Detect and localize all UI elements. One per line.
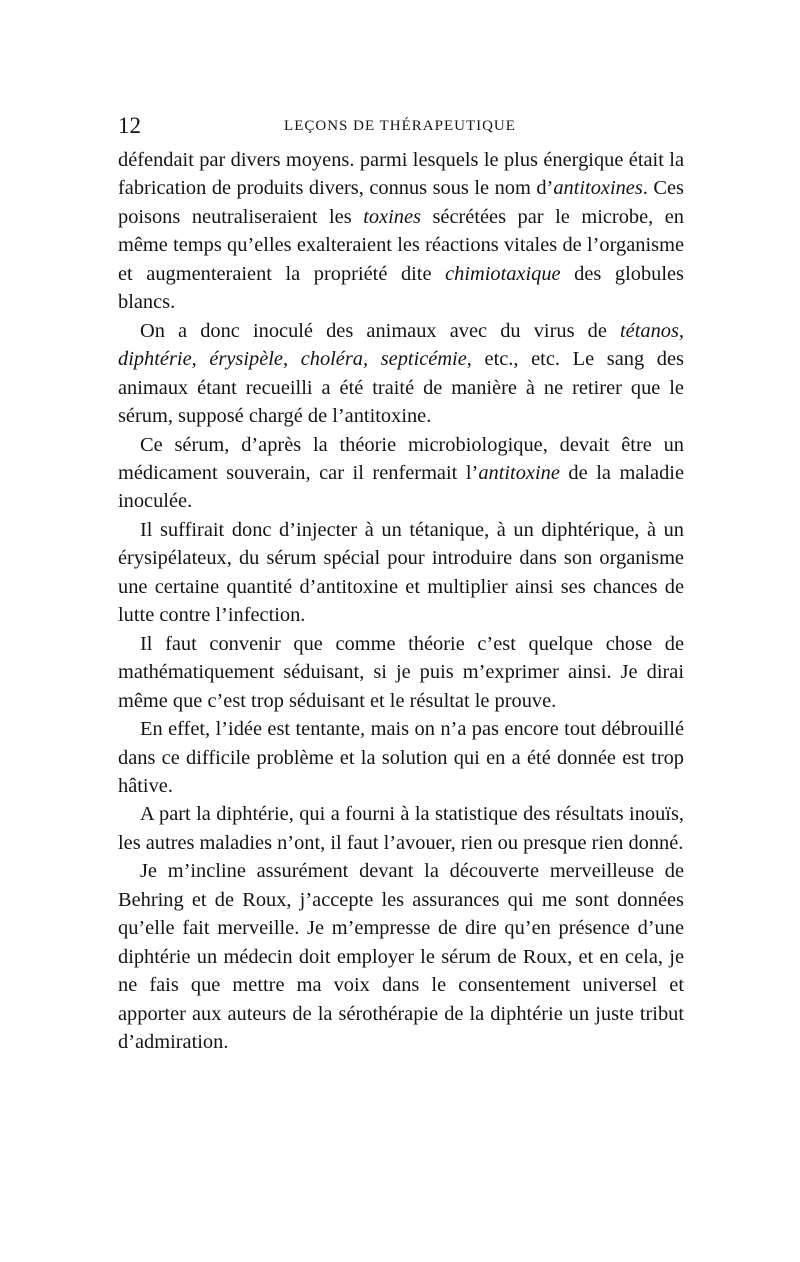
text-segment: On a donc inoculé des animaux avec du virus de xyxy=(140,319,620,342)
italic-text-segment: tétanos, diphtérie, érysipèle, choléra, septicémie xyxy=(118,319,684,371)
page-header xyxy=(118,111,682,141)
paragraph-1 xyxy=(118,146,684,317)
text-segment: Je m’incline assurément devant la découverte merveilleuse de Behring et de Roux, j’accepte les assurances qui me sont données qu’elle fait merveille. Je m’empresse de dire qu’en présence d’une diphtérie un médecin doit employer le sérum de Roux, et en cela, je ne fais que mettre ma voix dans le consentement universel et apporter aux auteurs de la sérothérapie de la diphtérie un juste tribut d’admiration. xyxy=(118,860,684,1054)
italic-text-segment: chimiotaxique xyxy=(445,262,561,285)
italic-text-segment: antitoxine xyxy=(478,461,560,484)
running-head: LEÇONS DE THÉRAPEUTIQUE xyxy=(284,118,516,134)
italic-text-segment: antitoxines xyxy=(553,177,643,200)
paragraph-2 xyxy=(118,317,684,431)
body-text xyxy=(118,146,684,1057)
text-segment: de la maladie inoculée. xyxy=(118,461,685,513)
text-segment: En effet, l’idée est tentante, mais on n’a pas encore tout débrouillé dans ce difficile problème et la solution qui en a été donnée est trop hâtive. xyxy=(118,718,684,797)
text-segment: Il suffirait donc d’injecter à un tétanique, à un diphtérique, à un érysipélateux, du sérum spécial pour introduire dans son organisme une certaine quantité d’antitoxine et multiplier ainsi ses chances de lutte contre l’infection. xyxy=(118,518,684,627)
text-segment: , etc., etc. Le sang des animaux étant recueilli a été traité de manière à ne retirer que le sérum, supposé chargé de l’antitoxine. xyxy=(118,348,684,428)
paragraph-4 xyxy=(118,516,684,630)
text-segment: sécrétées par le microbe, en même temps qu’elles exalteraient les réactions vitales de l’organisme et augmenteraient la propriété dite xyxy=(118,205,684,285)
text-segment: Ce sérum, d’après la théorie microbiologique, devait être un médicament souverain, car il renfermait l’ xyxy=(118,433,684,484)
text-segment: A part la diphtérie, qui a fourni à la statistique des résultats inouïs, les autres maladies n’ont, il faut l’avouer, rien ou presque rien donné. xyxy=(118,803,684,854)
page-number: 12 xyxy=(118,113,141,138)
paragraph-8 xyxy=(118,857,684,1056)
paragraph-7 xyxy=(118,800,684,857)
paragraph-6 xyxy=(118,715,684,800)
text-segment: des globules blancs. xyxy=(118,262,684,314)
text-segment: . Ces poisons neutraliseraient les xyxy=(118,177,684,228)
paragraph-5 xyxy=(118,630,684,715)
paragraph-3 xyxy=(118,431,684,516)
text-segment: défendait par divers moyens. parmi lesquels le plus énergique était la fabrication de produits divers, connus sous le nom d’ xyxy=(118,149,684,200)
text-segment: Il faut convenir que comme théorie c’est quelque chose de mathématiquement séduisant, si je puis m’exprimer ainsi. Je dirai même que c’est trop séduisant et le résultat le prouve. xyxy=(118,632,684,712)
italic-text-segment: toxines xyxy=(363,205,421,228)
